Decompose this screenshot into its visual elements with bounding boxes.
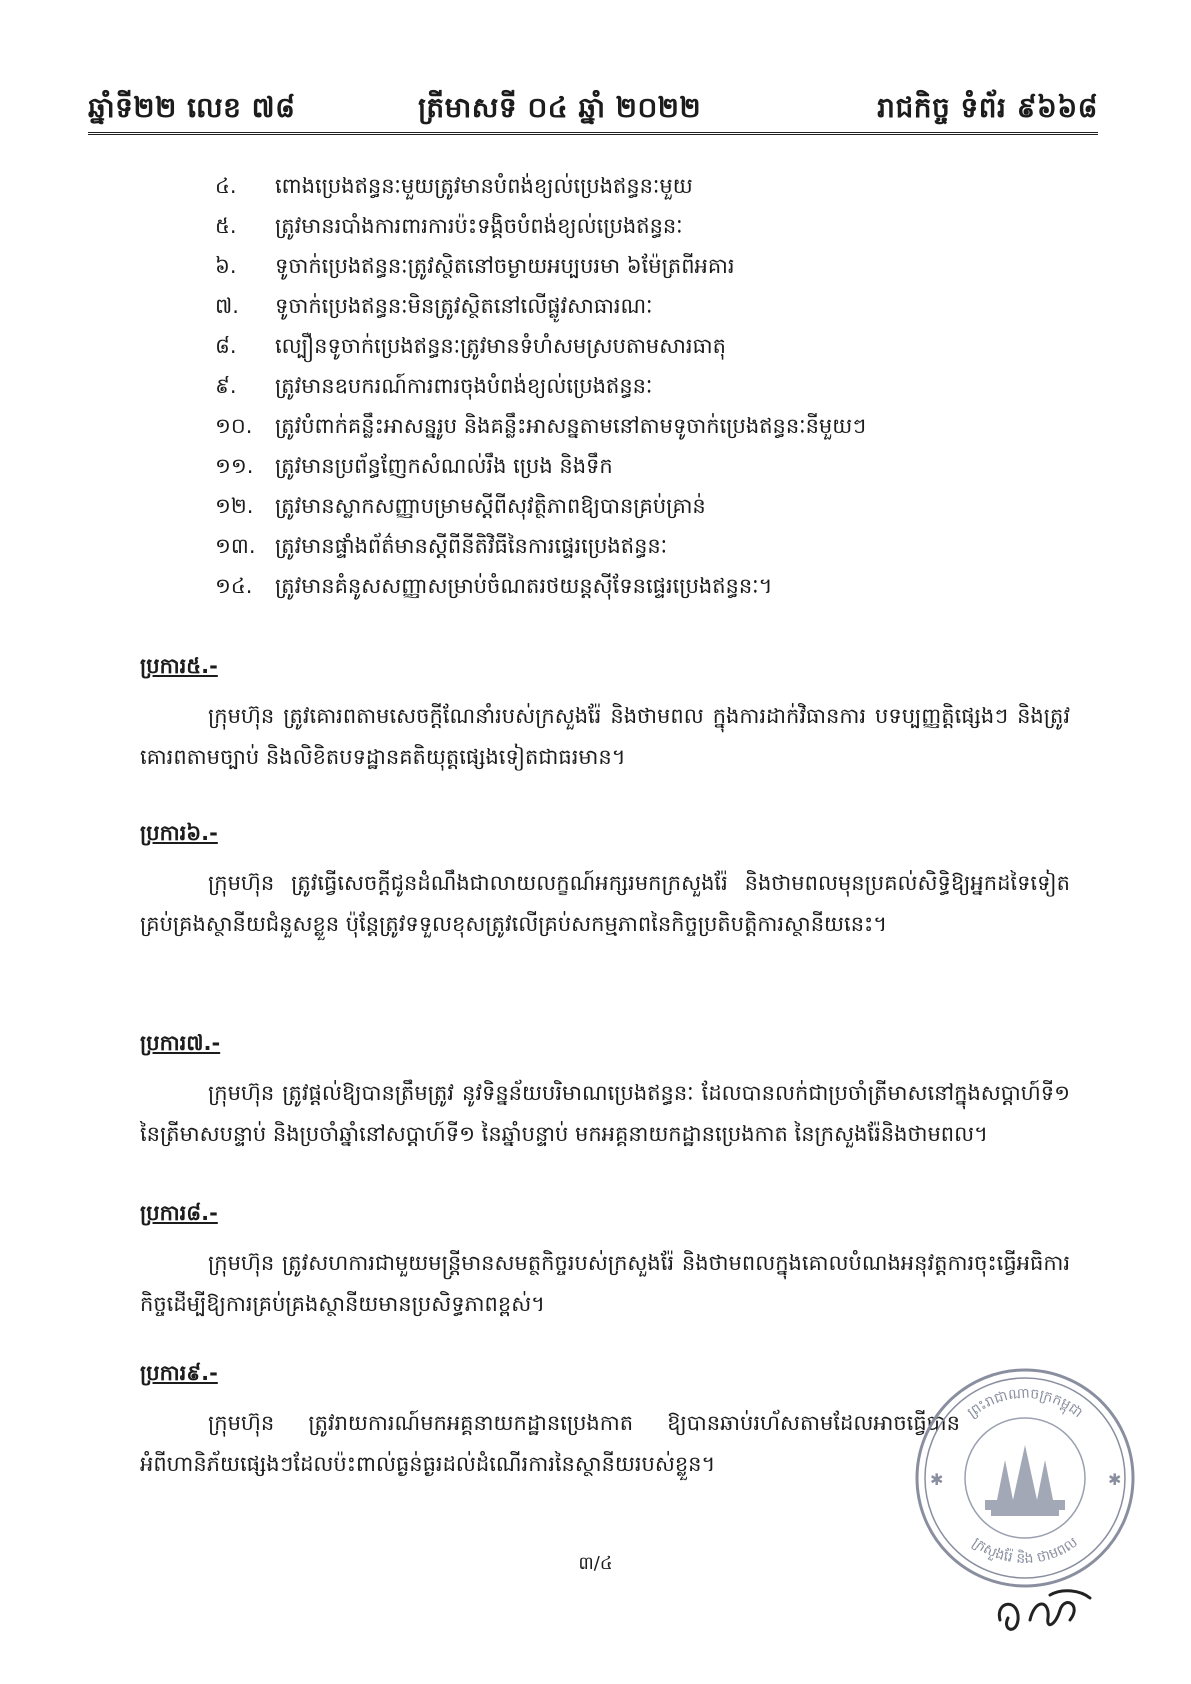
list-text: ត្រូវមានរបាំងការពារការប៉ះទង្គិចបំពង់ខ្យល់ប្រេងឥន្ធនៈ [275, 213, 683, 238]
list-text: ទូចាក់ប្រេងឥន្ធនៈមិនត្រូវស្ថិតនៅលើផ្លូវសាធារណៈ [275, 293, 653, 318]
article-heading: ប្រការ៨.- [140, 1201, 218, 1225]
article-heading: ប្រការ៥.- [140, 654, 218, 678]
quarter-year: ត្រីមាសទី ០៤ ឆ្នាំ ២០២២ [418, 91, 702, 124]
list-number: ១១. [215, 453, 254, 478]
list-text: ទូចាក់ប្រេងឥន្ធនៈត្រូវស្ថិតនៅចម្ងាយអប្បបរមា ៦ម៉ែត្រពីអគារ [275, 253, 735, 278]
list-number: ៥. [215, 213, 237, 238]
article-7 [140, 1030, 1070, 1155]
handwritten-signature-icon [990, 1580, 1100, 1640]
article-body: ក្រុមហ៊ុន ត្រូវរាយការណ៍មកអគ្គនាយកដ្ឋានប្រេងកាត ឱ្យបានឆាប់រហ័សតាមដែលអាចធ្វើបានអំពីហានិភ័យផ្សេងៗដែលប៉ះពាល់ធ្ងន់ធ្ងរដល់ដំណើរការនៃស្ថានីយរបស់ខ្លួន។ [140, 1411, 960, 1476]
seal-bottom-text: ក្រសួងរ៉ែ និង ថាមពល [969, 1534, 1081, 1568]
requirements-list [215, 168, 1075, 608]
page-number: ៣/៤ [578, 1553, 613, 1574]
list-text: ត្រូវមានស្លាកសញ្ញាបម្រាមស្ដីពីសុវត្ថិភាពឱ្យបានគ្រប់គ្រាន់ [275, 493, 706, 518]
article-body: ក្រុមហ៊ុន ត្រូវគោរពតាមសេចក្ដីណែនាំរបស់ក្រសួងរ៉ែ និងថាមពល ក្នុងការដាក់វិធានការ បទប្បញ្ញត្តិផ្សេងៗ និងត្រូវគោរពតាមច្បាប់ និងលិខិតបទដ្ឋានគតិយុត្តផ្សេងទៀតជាធរមាន។ [140, 704, 1070, 769]
article-heading: ប្រការ៦.- [140, 821, 218, 845]
article-body: ក្រុមហ៊ុន ត្រូវផ្ដល់ឱ្យបានត្រឹមត្រូវ នូវទិន្នន័យបរិមាណប្រេងឥន្ធនៈ ដែលបានលក់ជាប្រចាំត្រីមាសនៅក្នុងសប្ដាហ៍ទី១ នៃត្រីមាសបន្ទាប់ និងប្រចាំឆ្នាំនៅសប្ដាហ៍ទី១ នៃឆ្នាំបន្ទាប់ មកអគ្គនាយកដ្ឋានប្រេងកាត នៃក្រសួងរ៉ែនិងថាមពល។ [140, 1081, 1070, 1146]
list-item [215, 528, 1075, 568]
article-body: ក្រុមហ៊ុន ត្រូវធ្វើសេចក្ដីជូនដំណឹងជាលាយលក្ខណ៍អក្សរមកក្រសួងរ៉ែ និងថាមពលមុនប្រគល់សិទ្ធិឱ្យអ្នកដទៃទៀតគ្រប់គ្រងស្ថានីយជំនួសខ្លួន ប៉ុន្តែត្រូវទទួលខុសត្រូវលើគ្រប់សកម្មភាពនៃកិច្ចប្រតិបត្តិការស្ថានីយនេះ។ [140, 871, 1070, 936]
svg-text:✱: ✱ [1108, 1470, 1122, 1489]
list-number: ៦. [215, 253, 237, 278]
list-number: ១០. [215, 413, 253, 438]
signature [990, 1580, 1100, 1640]
list-text: ត្រូវមានគំនូសសញ្ញាសម្រាប់ចំណតរថយន្តស៊ីទែនផ្ទេរប្រេងឥន្ធនៈ។ [275, 573, 773, 598]
seal-top-text: ព្រះរាជាណាចក្រកម្ពុជា [964, 1385, 1086, 1422]
list-text: ត្រូវមានឧបករណ៍ការពារចុងបំពង់ខ្យល់ប្រេងឥន្ធនៈ [275, 373, 653, 398]
list-text: ត្រូវមានផ្ទាំងព័ត៌មានស្ដីពីនីតិវិធីនៃការផ្ទេរប្រេងឥន្ធនៈ [275, 533, 668, 558]
article-8 [140, 1200, 1070, 1325]
list-number: ១២. [215, 493, 254, 518]
gazette-header [88, 82, 1098, 135]
angkor-temple-icon [985, 1445, 1065, 1516]
article-6 [140, 820, 1070, 945]
list-text: ពោងប្រេងឥន្ធនៈមួយត្រូវមានបំពង់ខ្យល់ប្រេងឥន្ធនៈមួយ [275, 173, 693, 198]
article-9 [140, 1360, 960, 1485]
list-item [215, 328, 1075, 368]
article-heading: ប្រការ៩.- [140, 1361, 218, 1385]
list-item [215, 568, 1075, 608]
article-heading: ប្រការ៧.- [140, 1031, 221, 1055]
issue-number: ឆ្នាំទី២២ លេខ ៧៨ [88, 91, 296, 124]
list-text: ត្រូវមានប្រព័ន្ធញែកសំណល់រឹង ប្រេង និងទឹក [275, 453, 613, 478]
svg-text:✱: ✱ [930, 1470, 944, 1489]
article-body: ក្រុមហ៊ុន ត្រូវសហការជាមួយមន្ត្រីមានសមត្ថកិច្ចរបស់ក្រសួងរ៉ែ និងថាមពលក្នុងគោលបំណងអនុវត្តការចុះធ្វើអធិការកិច្ចដើម្បីឱ្យការគ្រប់គ្រងស្ថានីយមានប្រសិទ្ធភាពខ្ពស់។ [140, 1251, 1070, 1316]
list-item [215, 208, 1075, 248]
list-item [215, 408, 1075, 448]
list-number: ៧. [215, 293, 239, 318]
list-text: ត្រូវបំពាក់គន្លឹះអាសន្នរូប និងគន្លឹះអាសន្នតាមនៅតាមទូចាក់ប្រេងឥន្ធនៈនីមួយៗ [275, 413, 867, 438]
gazette-page: រាជកិច្ច ទំព័រ ៩៦៦៨ [877, 91, 1098, 124]
list-item [215, 288, 1075, 328]
list-item [215, 448, 1075, 488]
list-number: ៤. [215, 173, 237, 198]
list-item [215, 168, 1075, 208]
article-5 [140, 653, 1070, 778]
list-number: ៩. [215, 373, 237, 398]
list-item [215, 368, 1075, 408]
list-item [215, 488, 1075, 528]
list-number: ១៣. [215, 533, 256, 558]
list-text: ល្បឿនទូចាក់ប្រេងឥន្ធនៈត្រូវមានទំហំសមស្របតាមសារធាតុ [275, 333, 726, 358]
list-number: ១៤. [215, 573, 253, 598]
list-number: ៨. [215, 333, 237, 358]
list-item [215, 248, 1075, 288]
